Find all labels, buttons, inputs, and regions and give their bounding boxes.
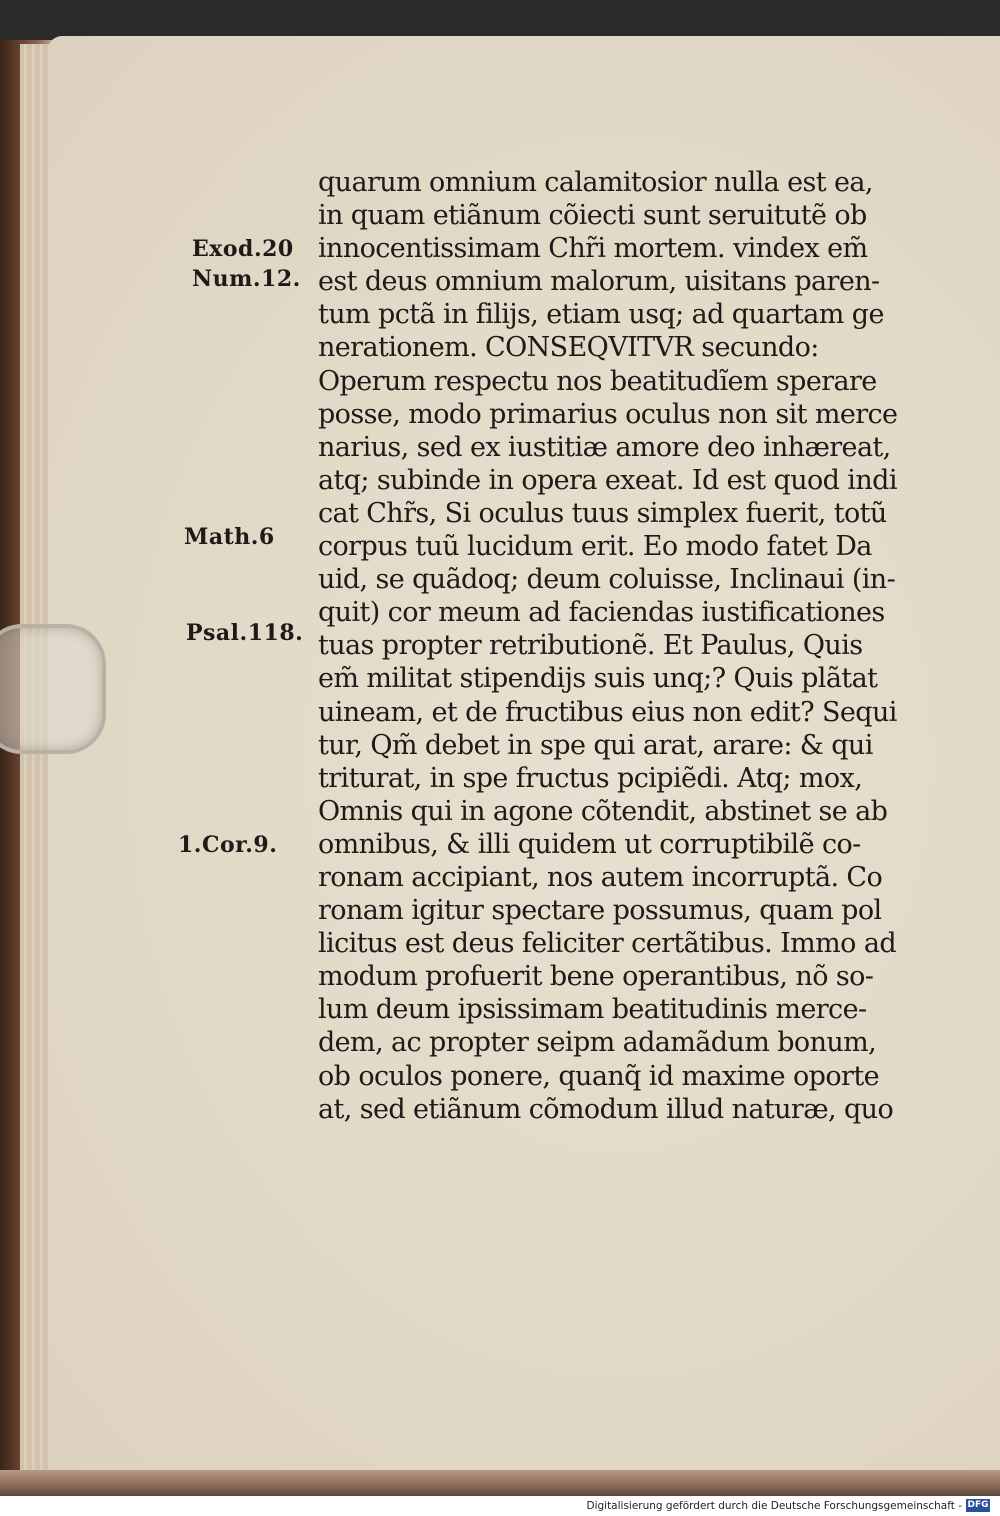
text-line: Operum respectu nos beatitudĩem sperare bbox=[318, 365, 877, 397]
text-line: quarum omnium calamitosior nulla est ea, bbox=[318, 167, 873, 198]
text-line: uid, se quãdoq; deum coluisse, Inclinaui (in- bbox=[318, 564, 896, 596]
text-line: licitus est deus feliciter certãtibus. Immo ad bbox=[318, 928, 897, 960]
book-bottom-edge bbox=[0, 1470, 1000, 1496]
text-line: lum deum ipsissimam beatitudinis merce- bbox=[318, 994, 867, 1026]
text-line: ronam igitur spectare possumus, quam pol bbox=[318, 895, 882, 927]
body-text bbox=[318, 166, 924, 1126]
margin-note-exod: Exod.20 bbox=[192, 236, 294, 262]
page-clip bbox=[0, 624, 106, 754]
text-line: innocentissimam Chr̃i mortem. vindex em̃ bbox=[318, 233, 868, 265]
text-line: narius, sed ex iustitiæ amore deo inhæreat, bbox=[318, 431, 891, 463]
margin-note-math: Math.6 bbox=[184, 524, 275, 550]
text-line: modum profuerit bene operantibus, nõ so- bbox=[318, 961, 874, 993]
text-line: nerationem. CONSEQVITVR secundo: bbox=[318, 332, 819, 364]
text-line: at, sed etiãnum cõmodum illud naturæ, quo bbox=[318, 1093, 894, 1125]
dfg-logo: DFG bbox=[967, 1500, 989, 1510]
text-line: quit) cor meum ad faciendas iustificationes bbox=[318, 597, 885, 629]
text-line: tur, Qm̃ debet in spe qui arat, arare: & qui bbox=[318, 729, 873, 761]
text-line: ronam accipiant, nos autem incorruptã. Co bbox=[318, 861, 883, 893]
text-line: cat Chr̃s, Si oculus tuus simplex fuerit, totũ bbox=[318, 497, 887, 529]
text-line: in quam etiãnum cõiecti sunt seruitutẽ ob bbox=[318, 200, 867, 232]
margin-note-num: Num.12. bbox=[192, 266, 301, 292]
text-line: tum pctã in filijs, etiam usq; ad quartam ge bbox=[318, 299, 884, 331]
margin-note-cor: 1.Cor.9. bbox=[178, 832, 278, 858]
text-line: corpus tuũ lucidum erit. Eo modo fatet Da bbox=[318, 531, 872, 563]
text-line: Omnis qui in agone cõtendit, abstinet se ab bbox=[318, 795, 888, 827]
text-line: posse, modo primarius oculus non sit merce bbox=[318, 398, 898, 430]
text-line: tuas propter retributionẽ. Et Paulus, Quis bbox=[318, 630, 863, 662]
funding-credit: Digitalisierung gefördert durch die Deutsche Forschungsgemeinschaft - bbox=[586, 1500, 962, 1512]
text-line: triturat, in spe fructus pcipiẽdi. Atq; mox, bbox=[318, 762, 863, 794]
text-line: em̃ militat stipendijs suis unq;? Quis plãtat bbox=[318, 663, 878, 695]
text-line: ob oculos ponere, quanq̃ id maxime oporte bbox=[318, 1060, 879, 1092]
text-line: est deus omnium malorum, uisitans paren- bbox=[318, 266, 880, 298]
margin-note-psal: Psal.118. bbox=[186, 620, 304, 646]
text-line: dem, ac propter seipm adamãdum bonum, bbox=[318, 1027, 877, 1059]
text-line: uineam, et de fructibus eius non edit? Sequi bbox=[318, 696, 897, 728]
text-line: omnibus, & illi quidem ut corruptibilẽ co- bbox=[318, 828, 861, 860]
text-line: atq; subinde in opera exeat. Id est quod indi bbox=[318, 464, 897, 496]
